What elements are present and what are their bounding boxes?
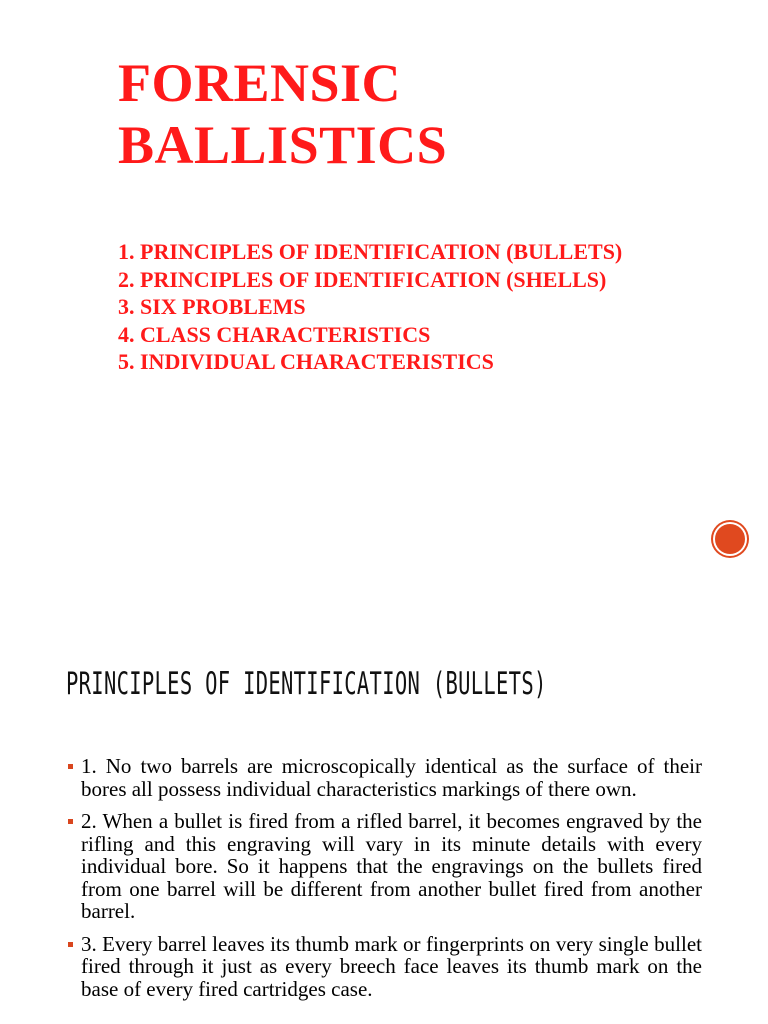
- title-line-2: BALLISTICS: [118, 115, 448, 175]
- slide-heading: PRINCIPLES OF IDENTIFICATION (BULLETS): [66, 666, 547, 702]
- list-item: [66, 933, 702, 1001]
- agenda-item: 2. PRINCIPLES OF IDENTIFICATION (SHELLS): [118, 266, 607, 292]
- square-bullet-icon: [68, 819, 73, 824]
- agenda-item: 4. CLASS CHARACTERISTICS: [118, 321, 431, 347]
- agenda-item: 3. SIX PROBLEMS: [118, 294, 306, 319]
- agenda-list: [118, 238, 622, 376]
- square-bullet-icon: [68, 764, 73, 769]
- agenda-item: 1. PRINCIPLES OF IDENTIFICATION (BULLETS): [118, 239, 623, 264]
- list-item-text: 2. When a bullet is fired from a rifled barrel, it becomes engraved by the rifling and this engraving will vary in its minute details with every individual bore. So it happens that the engravings on the bullets fired from one barrel will be different from another bullet fired from another barrel.: [81, 809, 702, 923]
- list-item-text: 1. No two barrels are microscopically identical as the surface of their bores all possess individual characteristics markings of there own.: [81, 754, 702, 801]
- list-item: [66, 755, 702, 800]
- square-bullet-icon: [68, 942, 73, 947]
- agenda-item: 5. INDIVIDUAL CHARACTERISTICS: [118, 349, 494, 374]
- circle-orb-icon: [715, 524, 745, 554]
- content-slide: [0, 640, 768, 1024]
- list-item: [66, 810, 702, 923]
- title-line-1: FORENSIC: [118, 53, 402, 113]
- bullet-list: [66, 755, 702, 1010]
- slide-title: [118, 52, 447, 176]
- list-item-text: 3. Every barrel leaves its thumb mark or fingerprints on very single bullet fired through it just as every breech face leaves its thumb mark on the base of every fired cartridges case.: [81, 931, 702, 1001]
